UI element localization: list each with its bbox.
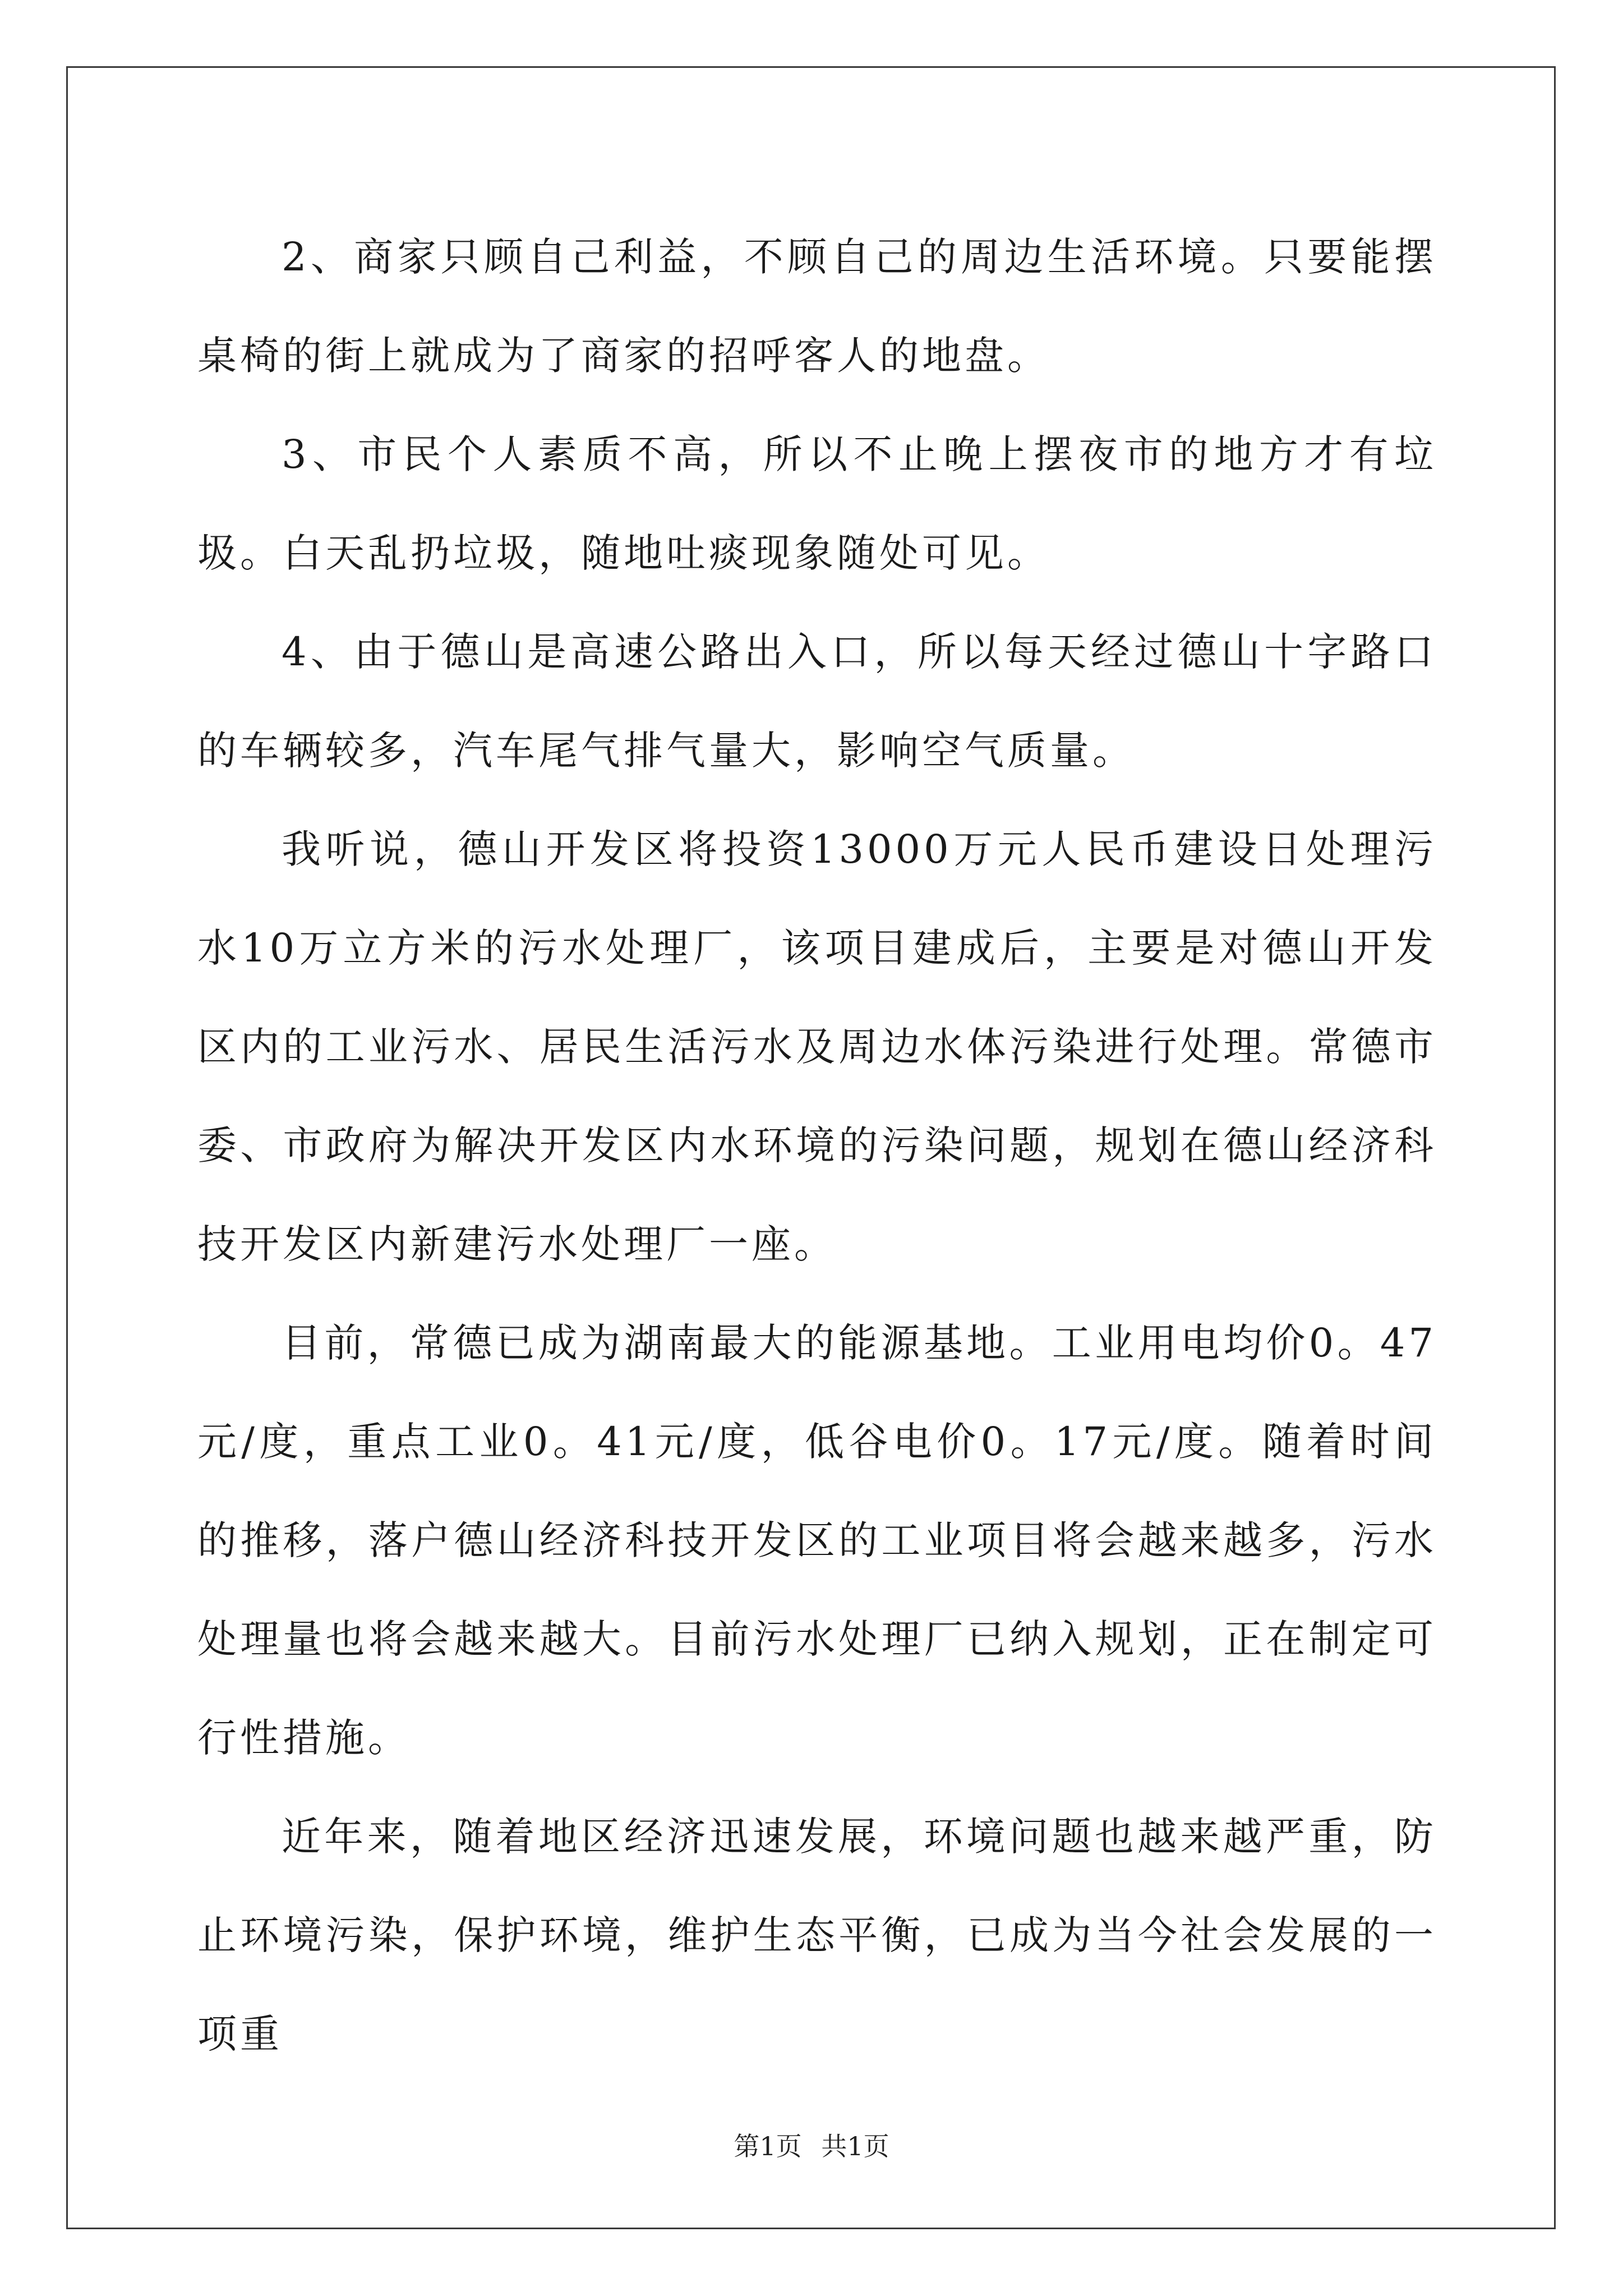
paragraph-3: 4、由于德山是高速公路出入口，所以每天经过德山十字路口的车辆较多，汽车尾气排气量大，影响空气质量。 (197, 629, 1437, 774)
paragraph-5: 目前，常德已成为湖南最大的能源基地。工业用电均价0。47元/度，重点工业0。41元/度，低谷电价0。17元/度。随着时间的推移，落户德山经济科技开发区的工业项目将会越来越多，污水处理量也将会越来越大。目前污水处理厂已纳入规划，正在制定可行性措施。 (197, 1320, 1437, 1761)
paragraph-6: 近年来，随着地区经济迅速发展，环境问题也越来越严重，防止环境污染，保护环境，维护生态平衡，已成为当今社会发展的一项重 (197, 1814, 1437, 2057)
page-footer (0, 2126, 1623, 2163)
page-total: 共1页 (821, 2131, 889, 2161)
paragraph-1: 2、商家只顾自己利益，不顾自己的周边生活环境。只要能摆桌椅的街上就成为了商家的招呼客人的地盘。 (197, 234, 1437, 379)
paragraph-2: 3、市民个人素质不高，所以不止晚上摆夜市的地方才有垃圾。白天乱扔垃圾，随地吐痰现象随处可见。 (197, 431, 1437, 576)
page-number: 第1页 (734, 2131, 802, 2161)
paragraph-4: 我听说，德山开发区将投资13000万元人民币建设日处理污水10万立方米的污水处理厂，该项目建成后，主要是对德山开发区内的工业污水、居民生活污水及周边水体污染进行处理。常德市委、市政府为解决开发区内水环境的污染问题，规划在德山经济科技开发区内新建污水处理厂一座。 (197, 826, 1437, 1267)
document-body (197, 208, 1437, 2083)
